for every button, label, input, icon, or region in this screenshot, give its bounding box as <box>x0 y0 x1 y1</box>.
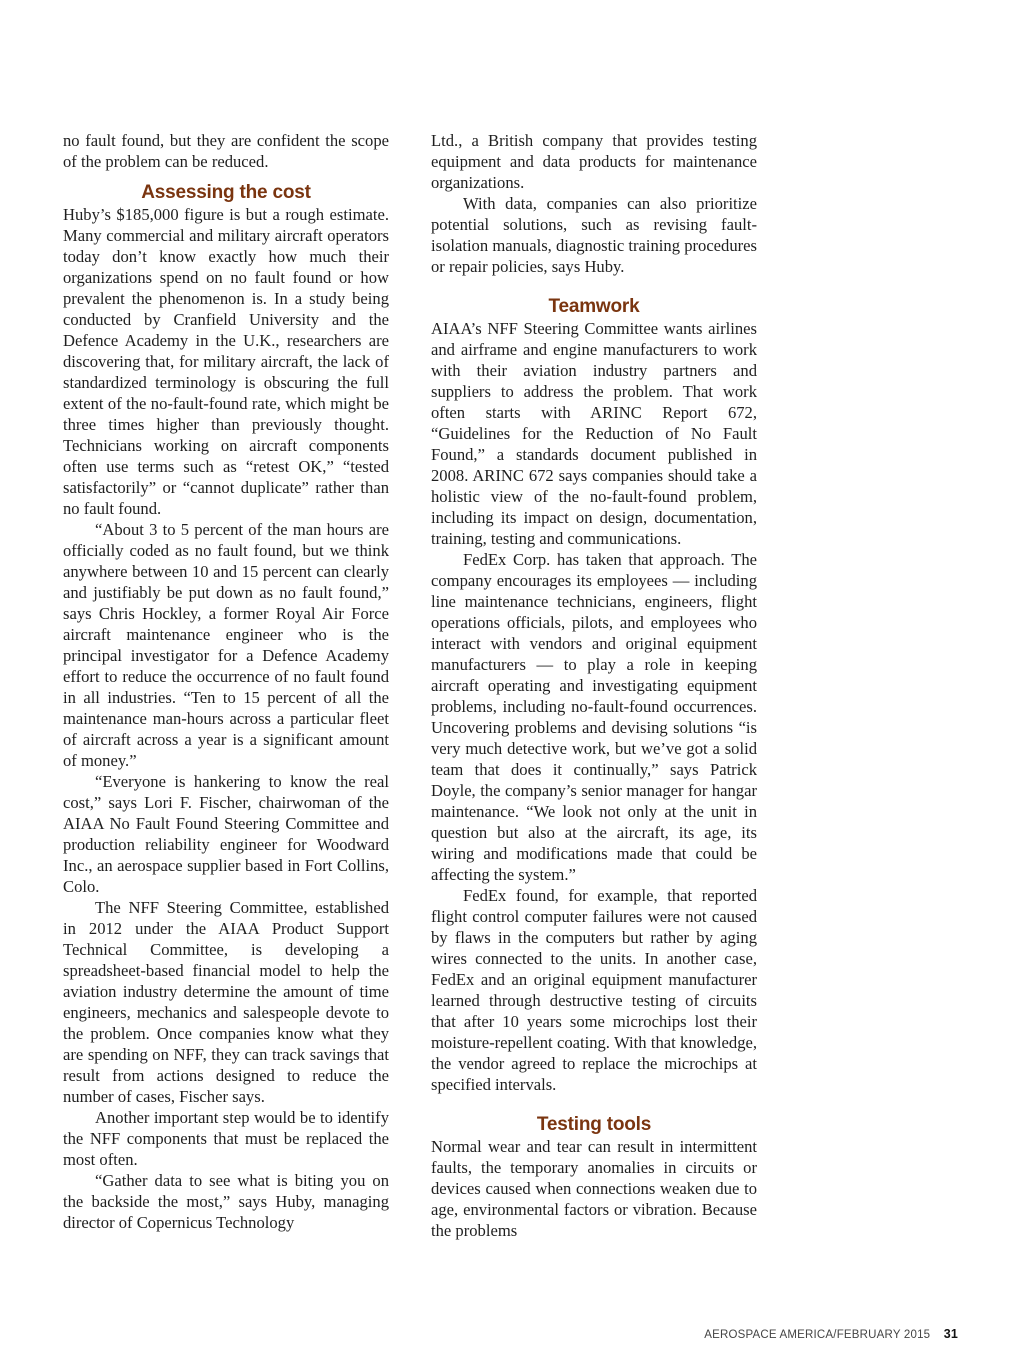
paragraph: Normal wear and tear can result in intermittent faults, the temporary anomalies in circuits or devices caused when connections weaken due to age, environmental factors or vibration. Because the problems <box>431 1137 757 1240</box>
publication-name: AEROSPACE AMERICA/FEBRUARY 2015 <box>704 1329 931 1341</box>
right-column <box>431 130 757 1241</box>
paragraph: “Everyone is hankering to know the real cost,” says Lori F. Fischer, chairwoman of the AIAA No Fault Found Steering Committee and production reliability engineer for Woodward Inc., an aerospace supplier based in Fort Collins, Colo. <box>63 772 389 896</box>
paragraph: Another important step would be to identify the NFF components that must be replaced the most often. <box>63 1108 389 1169</box>
paragraph: Huby’s $185,000 figure is but a rough estimate. Many commercial and military aircraft operators today don’t know exactly how much their organizations spend on no fault found or how prevalent the phenomenon is. In a study being conducted by Cranfield University and the Defence Academy in the U.K., researchers are discovering that, for military aircraft, the lack of standardized terminology is obscuring the full extent of the no-fault-found rate, which might be three times higher than previously thought. Technicians working on aircraft components often use terms such as “retest OK,” “tested satisfactorily” or “cannot duplicate” rather than no fault found. <box>63 205 389 518</box>
heading-teamwork: Teamwork <box>548 296 640 317</box>
left-column <box>63 130 389 1233</box>
paragraph-intro: no fault found, but they are confident the scope of the problem can be reduced. <box>63 131 389 171</box>
paragraph: “About 3 to 5 percent of the man hours are officially coded as no fault found, but we think anywhere between 10 and 15 percent can clearly and justifiably be put down as no fault found,” says Chris Hockley, a former Royal Air Force aircraft maintenance engineer who is the principal investigator for a Defence Academy effort to reduce the occurrence of no fault found in all industries. “Ten to 15 percent of all the maintenance man-hours across a particular fleet of aircraft across a year is a significant amount of money.” <box>63 520 389 770</box>
paragraph: AIAA’s NFF Steering Committee wants airlines and airframe and engine manufacturers to work with their aviation industry partners and suppliers to address the problem. That work often starts with ARINC Report 672, “Guidelines for the Reduction of No Fault Found,” a standards document published in 2008. ARINC 672 says companies should take a holistic view of the no-fault-found problem, including its impact on design, documentation, training, testing and communications. <box>431 319 757 548</box>
paragraph: FedEx found, for example, that reported flight control computer failures were not caused by flaws in the computers but rather by aging wires connected to the units. In another case, FedEx and an original equipment manufacturer learned through destructive testing of circuits that after 10 years some microchips lost their moisture-repellent coating. With that knowledge, the vendor agreed to replace the microchips at specified intervals. <box>431 886 757 1094</box>
paragraph: “Gather data to see what is biting you on the backside the most,” says Huby, managing director of Copernicus Technology <box>63 1171 389 1232</box>
paragraph-continued: Ltd., a British company that provides testing equipment and data products for maintenance organizations. <box>431 131 757 192</box>
heading-assessing-the-cost: Assessing the cost <box>141 182 311 203</box>
page-number: 31 <box>943 1327 958 1341</box>
page-footer <box>704 1327 958 1341</box>
heading-testing-tools: Testing tools <box>536 1114 652 1135</box>
paragraph: With data, companies can also prioritize potential solutions, such as revising fault-isolation manuals, diagnostic training procedures or repair policies, says Huby. <box>431 194 757 276</box>
paragraph: The NFF Steering Committee, established in 2012 under the AIAA Product Support Technical Committee, is developing a spreadsheet-based financial model to help the aviation industry determine the amount of time engineers, mechanics and salespeople devote to the problem. Once companies know what they are spending on NFF, they can track savings that result from actions designed to reduce the number of cases, Fischer says. <box>63 898 389 1106</box>
paragraph: FedEx Corp. has taken that approach. The company encourages its employees — including line maintenance technicians, engineers, flight operations officials, pilots, and employees who interact with vendors and original equipment manufacturers — to play a role in keeping aircraft operating and investigating equipment problems, including no-fault-found occurrences. Uncovering problems and devising solutions “is very much detective work, but we’ve got a solid team that does it continually,” says Patrick Doyle, the company’s senior manager for hangar maintenance. “We look not only at the unit in question but also at the aircraft, its age, its wiring and modifications made that could be affecting the system.” <box>431 550 757 884</box>
